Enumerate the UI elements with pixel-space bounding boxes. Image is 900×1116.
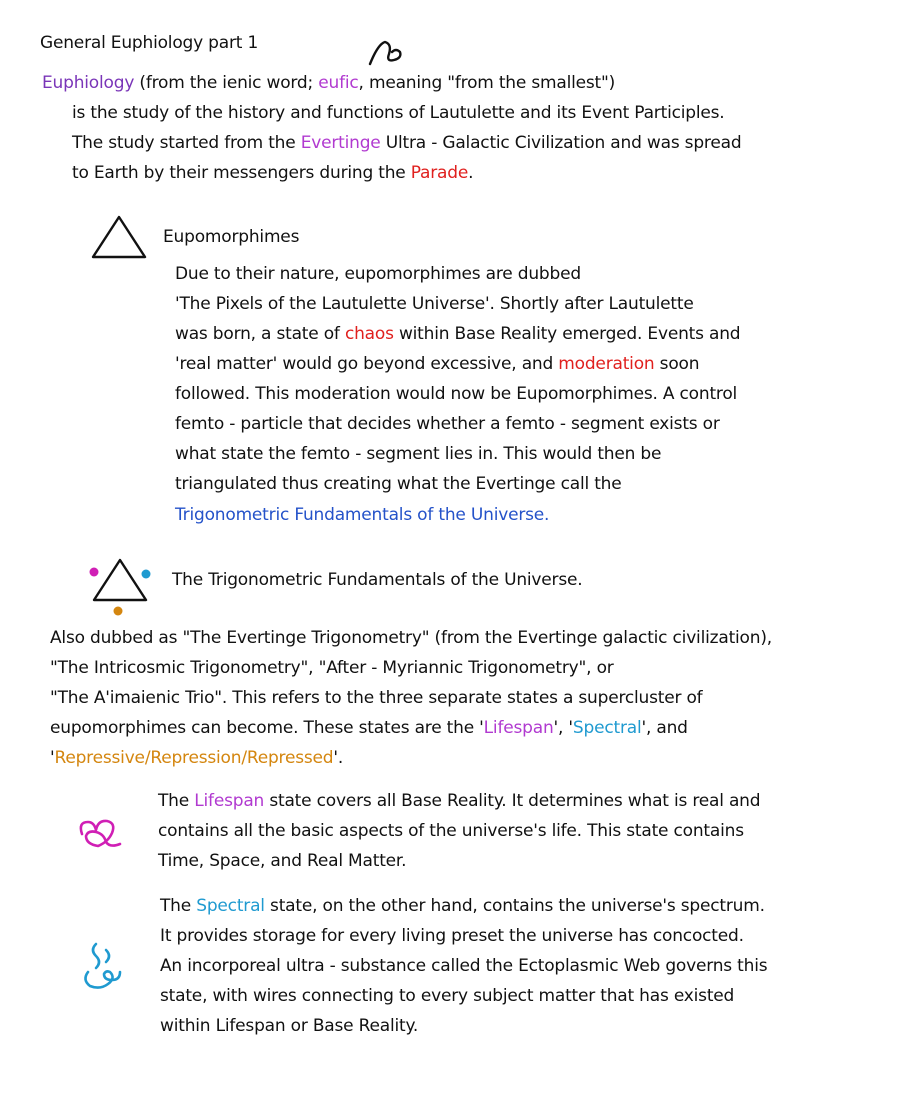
lifespan-line-1	[158, 786, 760, 816]
lifespan-text: The	[158, 791, 195, 811]
intro-text: The study started from the	[72, 133, 301, 153]
intro-text: , meaning "from the smallest")	[358, 73, 616, 93]
eupo-text: 'real matter' would go beyond excessive, and	[175, 354, 559, 374]
page-title: General Euphiology part 1	[40, 33, 259, 53]
eupo-line-5: followed. This moderation would now be Eupomorphimes. A control	[175, 384, 738, 404]
moderation-term: moderation	[558, 354, 655, 374]
chaos-term: chaos	[344, 324, 394, 344]
spectral-line-5: within Lifespan or Base Reality.	[160, 1016, 419, 1036]
spectral-line-3: An incorporeal ultra - substance called the Ectoplasmic Web governs this	[160, 956, 768, 976]
spectral-line-1	[160, 891, 765, 921]
intro-text: to Earth by their messengers during the	[72, 163, 411, 183]
parade-term: Parade	[410, 163, 469, 183]
intro-text: .	[468, 163, 474, 183]
spectral-line-4: state, with wires connecting to every subject matter that has existed	[160, 986, 735, 1006]
trig-text: '.	[333, 748, 344, 768]
heart-loop-icon	[76, 814, 126, 852]
eupo-line-3	[175, 319, 740, 349]
trig-line-4	[50, 713, 688, 743]
trig-text: ', '	[553, 718, 573, 738]
trigonometric-link[interactable]: Trigonometric Fundamentals of the Universe.	[175, 505, 550, 525]
spectral-term: Spectral	[572, 718, 642, 738]
euphiology-term: Euphiology	[42, 73, 135, 93]
trigonometric-heading: The Trigonometric Fundamentals of the Universe.	[172, 570, 583, 590]
intro-line-4	[72, 158, 473, 188]
spectral-text: The	[160, 896, 197, 916]
intro-line-2: is the study of the history and functions of Lautulette and its Event Participles.	[72, 103, 725, 123]
magenta-dot	[90, 568, 99, 577]
trig-text: ', and	[641, 718, 688, 738]
spectral-line-2: It provides storage for every living preset the universe has concocted.	[160, 926, 744, 946]
lifespan-term: Lifespan	[483, 718, 554, 738]
lifespan-line-2: contains all the basic aspects of the universe's life. This state contains	[158, 821, 744, 841]
lifespan-text: state covers all Base Reality. It determines what is real and	[264, 791, 761, 811]
triangle-three-dots-icon	[86, 556, 154, 620]
trig-text: '	[50, 748, 55, 768]
intro-line-3	[72, 128, 741, 158]
eupo-line-7: what state the femto - segment lies in. This would then be	[175, 444, 662, 464]
eupomorphimes-heading: Eupomorphimes	[163, 227, 300, 247]
intro-line-1	[42, 68, 615, 98]
eupo-text: was born, a state of	[175, 324, 345, 344]
spectral-state-term: Spectral	[196, 896, 265, 916]
eupo-text: soon	[654, 354, 700, 374]
lifespan-state-term: Lifespan	[194, 791, 265, 811]
ecto-swirl-icon	[80, 940, 124, 992]
cyan-dot	[142, 570, 151, 579]
intro-text: Ultra - Galactic Civilization and was spread	[380, 133, 742, 153]
trig-text: eupomorphimes can become. These states are the '	[50, 718, 484, 738]
eupo-line-6: femto - particle that decides whether a femto - segment exists or	[175, 414, 720, 434]
hook-glyph-icon	[368, 40, 408, 68]
eupo-text: within Base Reality emerged. Events and	[393, 324, 741, 344]
trig-line-5	[50, 743, 343, 773]
eupo-line-2: 'The Pixels of the Lautulette Universe'. Shortly after Lautulette	[175, 294, 694, 314]
spectral-text: state, on the other hand, contains the universe's spectrum.	[264, 896, 765, 916]
lifespan-line-3: Time, Space, and Real Matter.	[158, 851, 407, 871]
eufic-word: eufic	[318, 73, 359, 93]
triangle-icon	[90, 214, 148, 260]
eupo-line-1: Due to their nature, eupomorphimes are dubbed	[175, 264, 581, 284]
repressive-term: Repressive/Repression/Repressed	[54, 748, 334, 768]
evertinge-term: Evertinge	[300, 133, 381, 153]
trig-line-2: "The Intricosmic Trigonometry", "After - Myriannic Trigonometry", or	[50, 658, 614, 678]
orange-dot	[114, 607, 123, 616]
eupo-line-8: triangulated thus creating what the Evertinge call the	[175, 474, 622, 494]
eupo-line-4	[175, 349, 699, 379]
trig-line-1: Also dubbed as "The Evertinge Trigonometry" (from the Evertinge galactic civilization),	[50, 628, 772, 648]
trig-line-3: "The A'imaienic Trio". This refers to the three separate states a supercluster of	[50, 688, 703, 708]
intro-text: (from the ienic word;	[134, 73, 319, 93]
